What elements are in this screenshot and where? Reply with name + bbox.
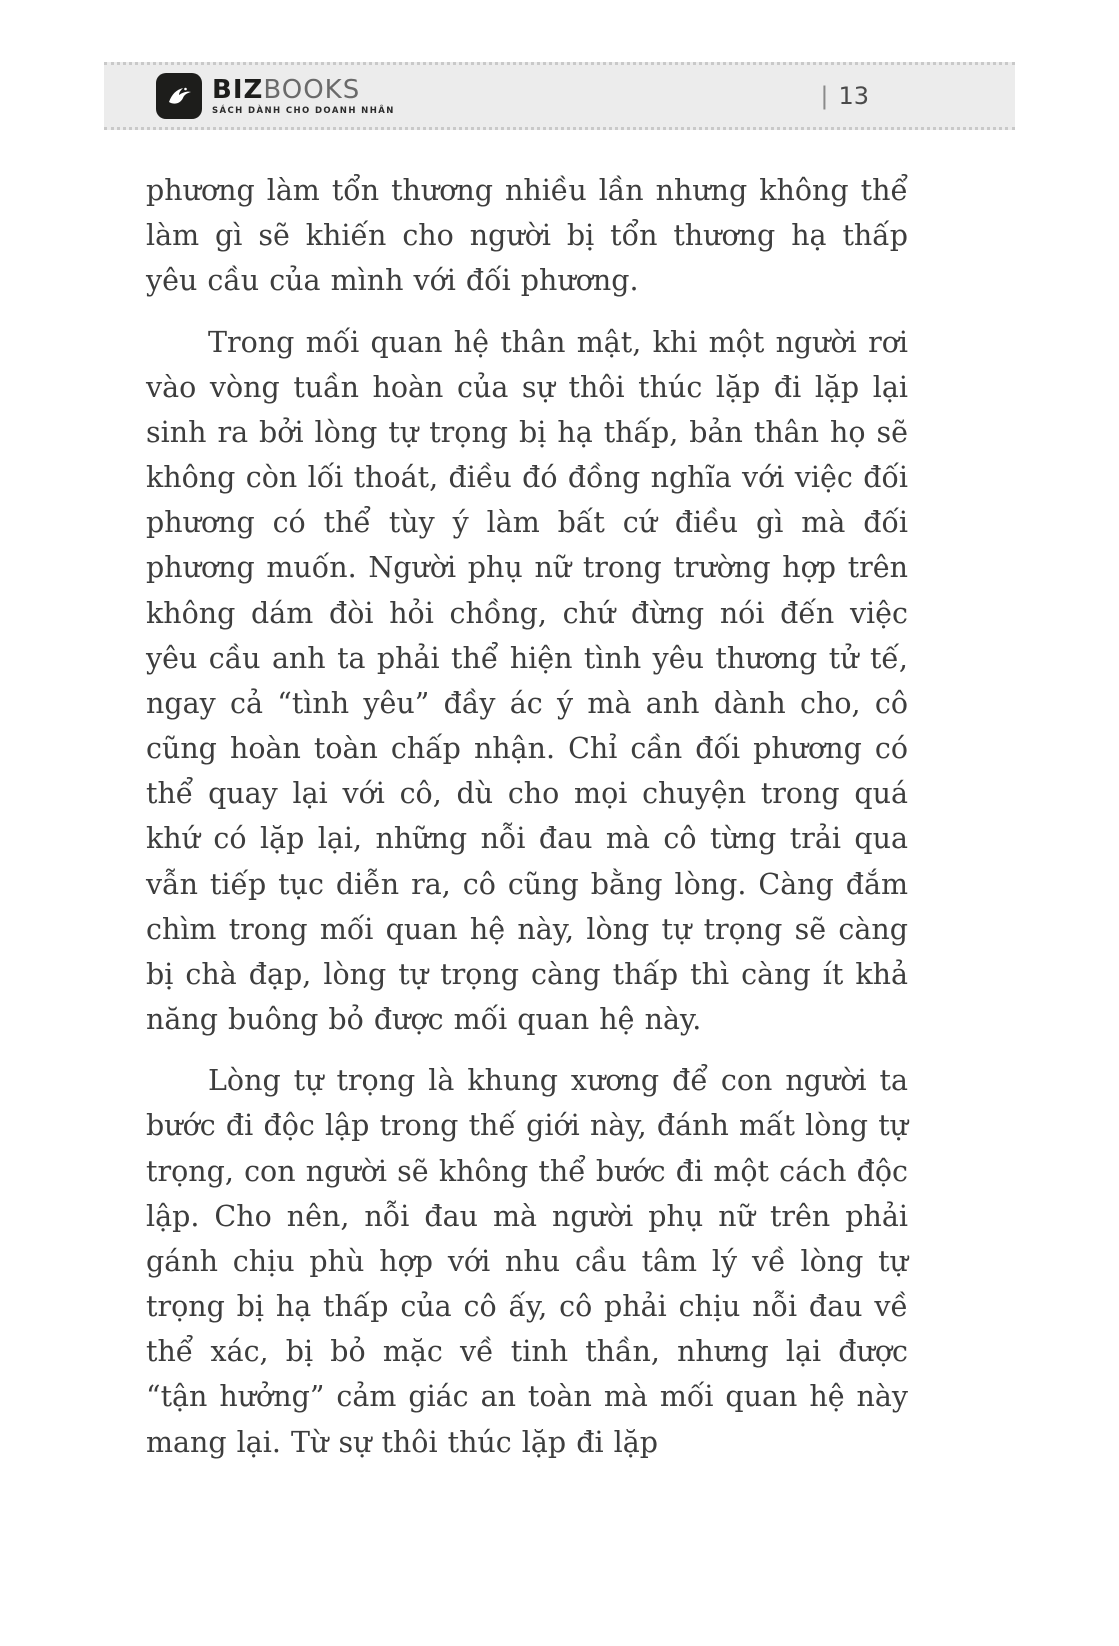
paragraph: phương làm tổn thương nhiều lần nhưng không thể làm gì sẽ khiến cho người bị tổn thương hạ thấp yêu cầu của mình với đối phương. <box>146 174 908 298</box>
page-header <box>104 62 1015 130</box>
bizbooks-logo-icon <box>156 73 202 119</box>
page-number <box>820 82 869 110</box>
brand-books: BOOKS <box>263 74 361 105</box>
brand-name <box>212 74 395 105</box>
page-number-value: 13 <box>838 82 869 110</box>
page-number-separator: | <box>820 82 829 110</box>
paragraph: Lòng tự trọng là khung xương để con người ta bước đi độc lập trong thế giới này, đánh mất lòng tự trọng, con người sẽ không thể bước đi một cách độc lập. Cho nên, nỗi đau mà người phụ nữ trên phải gánh chịu phù hợp với nhu cầu tâm lý về lòng tự trọng bị hạ thấp của cô ấy, cô phải chịu nỗi đau về thể xác, bị bỏ mặc về tinh thần, nhưng lại được “tận hưởng” cảm giác an toàn mà mối quan hệ này mang lại. Từ sự thôi thúc lặp đi lặp <box>146 1064 908 1459</box>
publisher-brand <box>156 73 395 119</box>
brand-tagline: SÁCH DÀNH CHO DOANH NHÂN <box>212 105 395 116</box>
brand-biz: BIZ <box>212 74 264 105</box>
page-content <box>146 168 908 1481</box>
brand-text <box>212 74 395 116</box>
paragraph: Trong mối quan hệ thân mật, khi một người rơi vào vòng tuần hoàn của sự thôi thúc lặp đi lặp lại sinh ra bởi lòng tự trọng bị hạ thấp, bản thân họ sẽ không còn lối thoát, điều đó đồng nghĩa với việc đối phương có thể tùy ý làm bất cứ điều gì mà đối phương muốn. Người phụ nữ trong trường hợp trên không dám đòi hỏi chồng, chứ đừng nói đến việc yêu cầu anh ta phải thể hiện tình yêu thương tử tế, ngay cả “tình yêu” đầy ác ý mà anh dành cho, cô cũng hoàn toàn chấp nhận. Chỉ cần đối phương có thể quay lại với cô, dù cho mọi chuyện trong quá khứ có lặp lại, những nỗi đau mà cô từng trải qua vẫn tiếp tục diễn ra, cô cũng bằng lòng. Càng đắm chìm trong mối quan hệ này, lòng tự trọng sẽ càng bị chà đạp, lòng tự trọng càng thấp thì càng ít khả năng buông bỏ được mối quan hệ này. <box>146 325 908 1037</box>
